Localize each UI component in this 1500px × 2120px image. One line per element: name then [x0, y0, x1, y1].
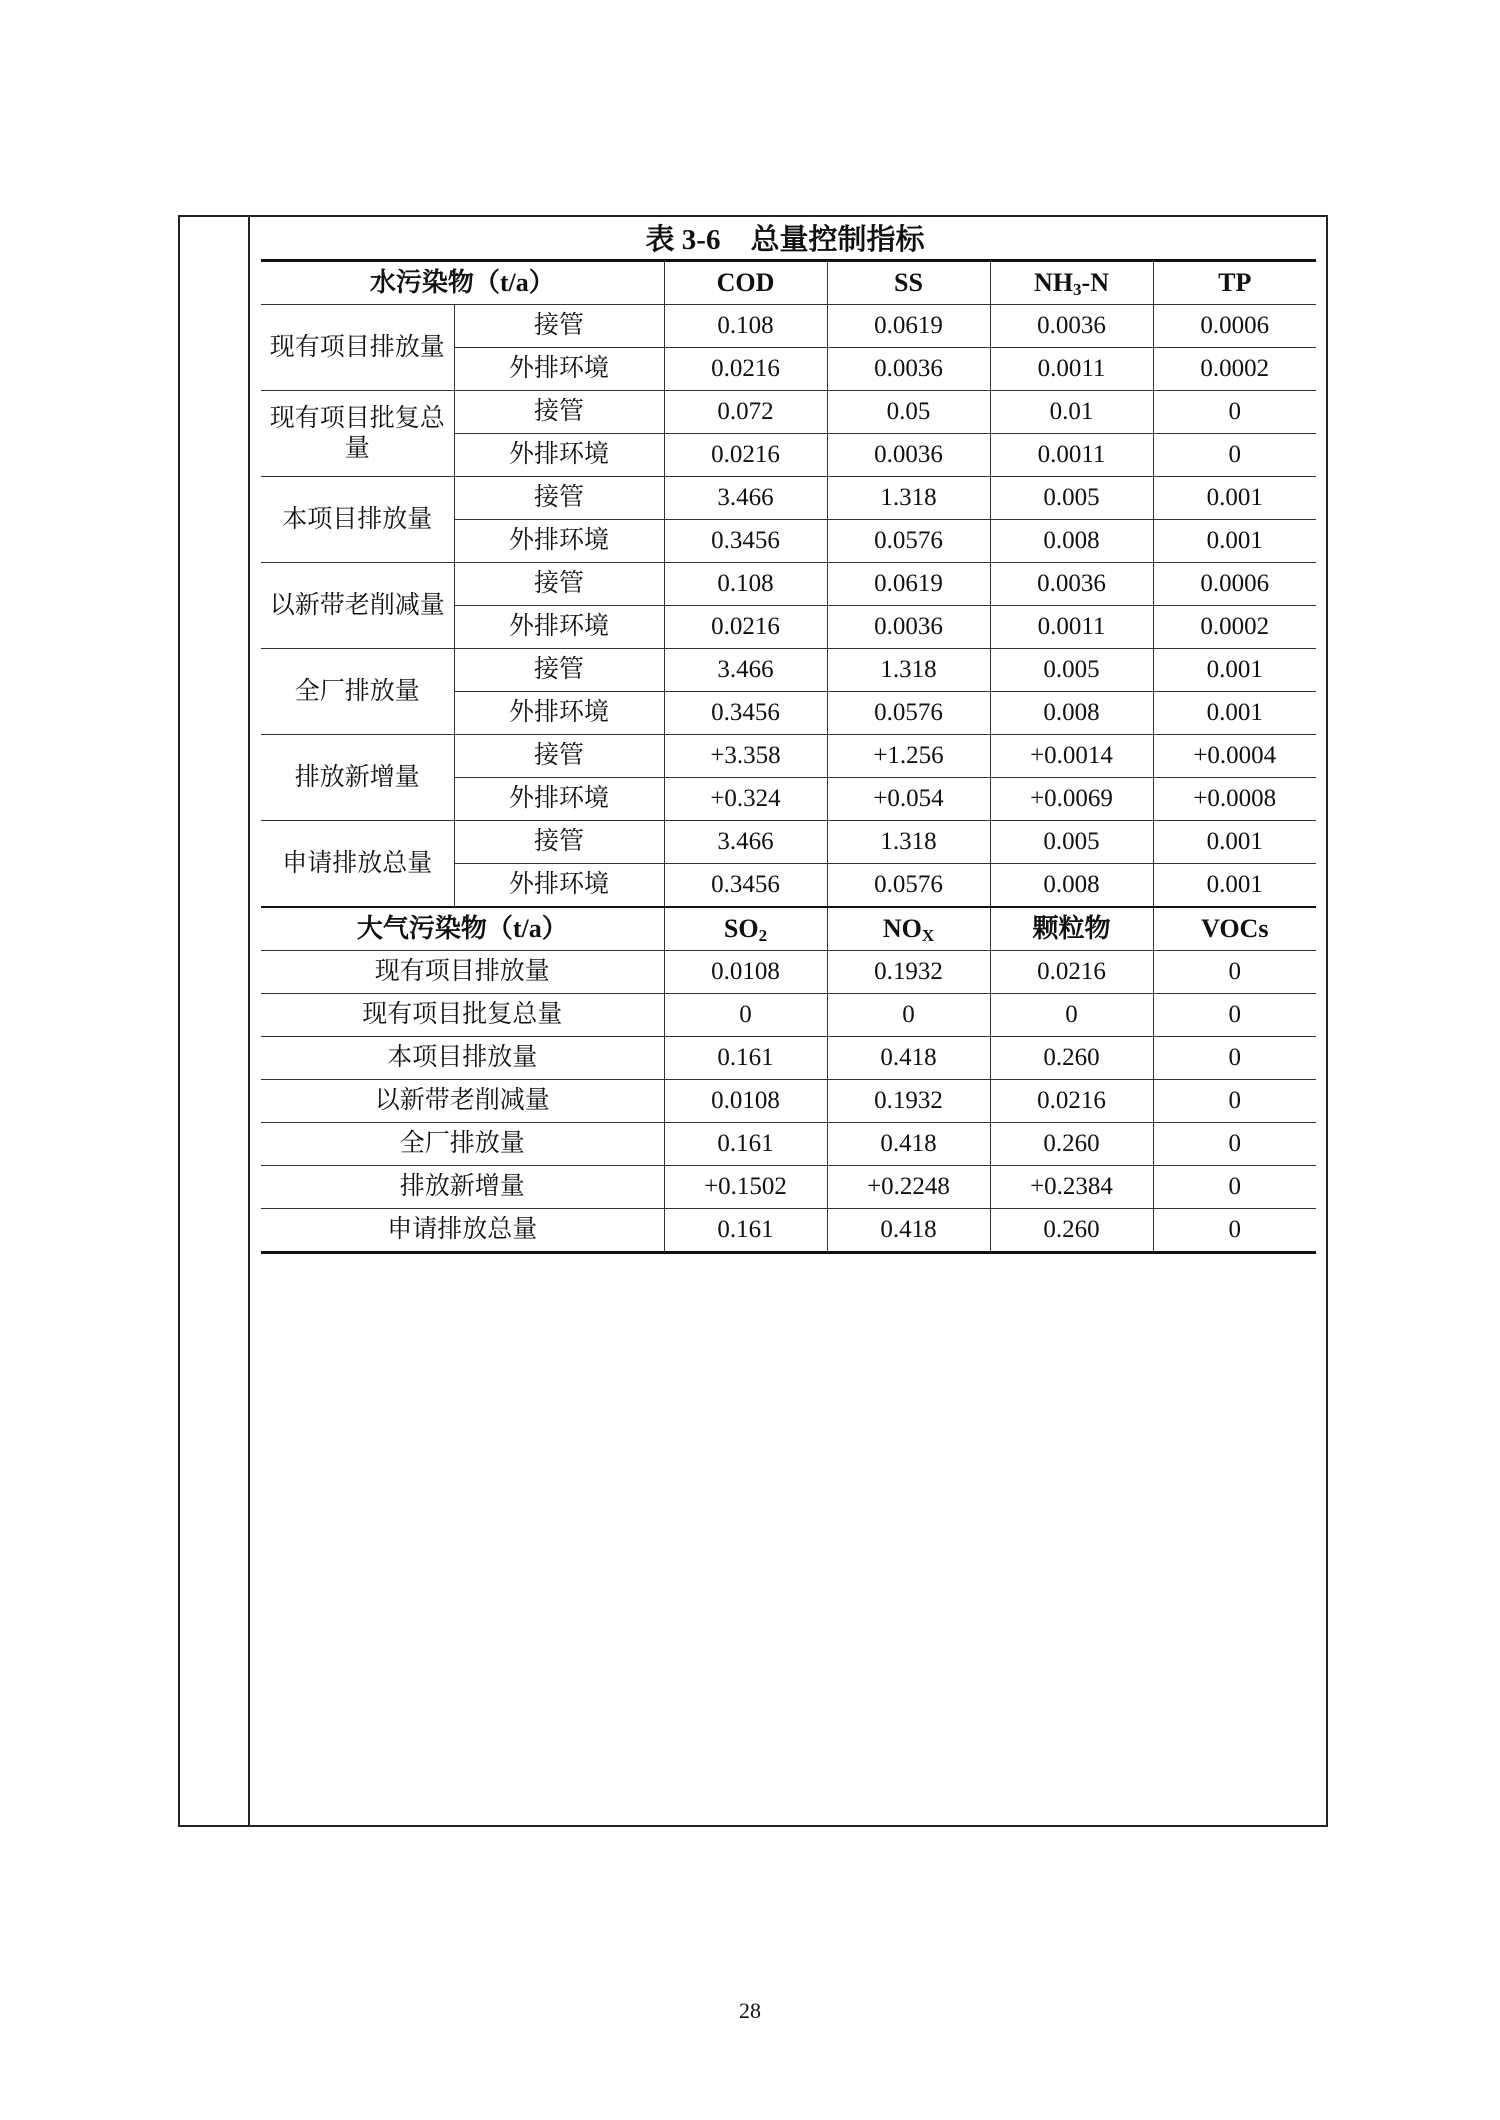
col-nh3n-sub: 3 [1073, 280, 1082, 299]
water-value-cell: 0.001 [1153, 520, 1316, 563]
water-value-cell: 0.3456 [664, 692, 827, 735]
col-tp: TP [1153, 261, 1316, 305]
col-particulates: 颗粒物 [990, 907, 1153, 951]
col-so2-sub: 2 [758, 926, 768, 945]
air-row-label: 现有项目排放量 [261, 951, 664, 994]
air-value-cell: +0.2248 [827, 1166, 990, 1209]
water-row [261, 563, 1316, 606]
air-row [261, 1166, 1316, 1209]
water-value-cell: +0.054 [827, 778, 990, 821]
water-value-cell: 0.001 [1153, 692, 1316, 735]
discharge-type: 接管 [454, 305, 664, 348]
col-nox [827, 907, 990, 951]
col-so2-base: SO [723, 914, 759, 943]
col-vocs: VOCs [1153, 907, 1316, 951]
water-value-cell: 1.318 [827, 821, 990, 864]
water-group-label: 以新带老削减量 [261, 563, 454, 649]
air-header-label: 大气污染物（t/a） [261, 907, 664, 951]
air-value-cell: 0.161 [664, 1209, 827, 1253]
frame-side-divider [248, 217, 250, 1825]
water-value-cell: 0.0036 [827, 606, 990, 649]
water-value-cell: 0.001 [1153, 821, 1316, 864]
air-value-cell: 0 [1153, 1123, 1316, 1166]
discharge-type: 外排环境 [454, 864, 664, 908]
water-row [261, 477, 1316, 520]
air-value-cell: 0.161 [664, 1123, 827, 1166]
water-value-cell: 0.001 [1153, 864, 1316, 908]
water-value-cell: 0.0036 [990, 305, 1153, 348]
col-nox-sub: X [921, 926, 935, 945]
water-value-cell: 3.466 [664, 649, 827, 692]
col-nox-base: NO [882, 914, 922, 943]
water-value-cell: 0.0576 [827, 864, 990, 908]
discharge-type: 外排环境 [454, 778, 664, 821]
water-value-cell: 0.008 [990, 692, 1153, 735]
air-value-cell: 0.1932 [827, 1080, 990, 1123]
air-value-cell: 0.0216 [990, 1080, 1153, 1123]
air-value-cell: +0.1502 [664, 1166, 827, 1209]
water-value-cell: 0.0619 [827, 563, 990, 606]
page-frame [178, 215, 1328, 1827]
air-value-cell: 0.418 [827, 1209, 990, 1253]
water-value-cell: 0.108 [664, 305, 827, 348]
discharge-type: 接管 [454, 563, 664, 606]
air-row [261, 1209, 1316, 1253]
water-row [261, 735, 1316, 778]
water-value-cell: +1.256 [827, 735, 990, 778]
water-value-cell: +0.0014 [990, 735, 1153, 778]
water-header-label: 水污染物（t/a） [261, 261, 664, 305]
water-group-label: 全厂排放量 [261, 649, 454, 735]
water-value-cell: 0.0036 [827, 434, 990, 477]
air-row-label: 排放新增量 [261, 1166, 664, 1209]
col-cod: COD [664, 261, 827, 305]
col-so2 [664, 907, 827, 951]
water-value-cell: 0.0011 [990, 606, 1153, 649]
air-row-label: 以新带老削减量 [261, 1080, 664, 1123]
emission-control-table [261, 259, 1316, 1254]
water-row [261, 391, 1316, 434]
air-value-cell: 0.1932 [827, 951, 990, 994]
water-value-cell: 0 [1153, 434, 1316, 477]
table-number: 表 3-6 [645, 224, 721, 256]
air-row [261, 1080, 1316, 1123]
air-value-cell: 0 [1153, 1166, 1316, 1209]
water-value-cell: +0.0069 [990, 778, 1153, 821]
water-value-cell: 0.0006 [1153, 563, 1316, 606]
discharge-type: 接管 [454, 477, 664, 520]
water-group-label: 现有项目批复总量 [261, 391, 454, 477]
water-value-cell: 0.0216 [664, 434, 827, 477]
discharge-type: 接管 [454, 391, 664, 434]
water-value-cell: 0.3456 [664, 520, 827, 563]
water-group-label: 本项目排放量 [261, 477, 454, 563]
water-value-cell: 0.0576 [827, 520, 990, 563]
water-value-cell: 0.3456 [664, 864, 827, 908]
air-value-cell: 0.418 [827, 1037, 990, 1080]
water-value-cell: 3.466 [664, 821, 827, 864]
water-value-cell: 0.0036 [827, 348, 990, 391]
air-value-cell: 0.418 [827, 1123, 990, 1166]
discharge-type: 接管 [454, 649, 664, 692]
water-value-cell: +0.324 [664, 778, 827, 821]
air-value-cell: 0.0108 [664, 1080, 827, 1123]
air-value-cell: 0.0108 [664, 951, 827, 994]
water-value-cell: 1.318 [827, 477, 990, 520]
water-value-cell: 1.318 [827, 649, 990, 692]
water-value-cell: 0.072 [664, 391, 827, 434]
air-row [261, 1123, 1316, 1166]
water-value-cell: 0.0011 [990, 434, 1153, 477]
table-title [260, 221, 1310, 259]
water-value-cell: +0.0004 [1153, 735, 1316, 778]
water-value-cell: +3.358 [664, 735, 827, 778]
air-value-cell: +0.2384 [990, 1166, 1153, 1209]
air-value-cell: 0.0216 [990, 951, 1153, 994]
air-value-cell: 0 [664, 994, 827, 1037]
discharge-type: 外排环境 [454, 348, 664, 391]
water-value-cell: 0.0216 [664, 606, 827, 649]
air-value-cell: 0 [990, 994, 1153, 1037]
water-value-cell: 0.008 [990, 520, 1153, 563]
water-group-label: 申请排放总量 [261, 821, 454, 908]
water-row [261, 649, 1316, 692]
water-value-cell: 0.0619 [827, 305, 990, 348]
table-caption: 总量控制指标 [750, 224, 925, 256]
water-value-cell: 0.05 [827, 391, 990, 434]
water-value-cell: +0.0008 [1153, 778, 1316, 821]
water-value-cell: 3.466 [664, 477, 827, 520]
water-row [261, 821, 1316, 864]
discharge-type: 外排环境 [454, 520, 664, 563]
air-row [261, 1037, 1316, 1080]
air-value-cell: 0.260 [990, 1123, 1153, 1166]
water-group-label: 现有项目排放量 [261, 305, 454, 391]
air-value-cell: 0 [1153, 994, 1316, 1037]
air-row-label: 本项目排放量 [261, 1037, 664, 1080]
air-value-cell: 0.161 [664, 1037, 827, 1080]
air-value-cell: 0 [1153, 1037, 1316, 1080]
discharge-type: 外排环境 [454, 692, 664, 735]
water-value-cell: 0.0002 [1153, 348, 1316, 391]
water-value-cell: 0.001 [1153, 477, 1316, 520]
table-body [261, 261, 1316, 1253]
discharge-type: 接管 [454, 821, 664, 864]
water-group-label: 排放新增量 [261, 735, 454, 821]
col-nh3n-suffix: -N [1081, 268, 1109, 297]
col-ss: SS [827, 261, 990, 305]
water-value-cell: 0.001 [1153, 649, 1316, 692]
air-header-row [261, 907, 1316, 951]
air-value-cell: 0 [1153, 1209, 1316, 1253]
air-row [261, 994, 1316, 1037]
water-value-cell: 0.0006 [1153, 305, 1316, 348]
water-value-cell: 0.0216 [664, 348, 827, 391]
col-nh3n-base: NH [1034, 268, 1074, 297]
water-value-cell: 0 [1153, 391, 1316, 434]
air-value-cell: 0.260 [990, 1209, 1153, 1253]
water-value-cell: 0.01 [990, 391, 1153, 434]
water-value-cell: 0.005 [990, 649, 1153, 692]
air-value-cell: 0 [1153, 1080, 1316, 1123]
air-row-label: 现有项目批复总量 [261, 994, 664, 1037]
water-value-cell: 0.005 [990, 477, 1153, 520]
air-value-cell: 0 [827, 994, 990, 1037]
air-value-cell: 0.260 [990, 1037, 1153, 1080]
air-row [261, 951, 1316, 994]
water-row [261, 305, 1316, 348]
discharge-type: 接管 [454, 735, 664, 778]
water-value-cell: 0.0011 [990, 348, 1153, 391]
water-value-cell: 0.0576 [827, 692, 990, 735]
discharge-type: 外排环境 [454, 434, 664, 477]
water-value-cell: 0.0036 [990, 563, 1153, 606]
water-value-cell: 0.005 [990, 821, 1153, 864]
water-header-row [261, 261, 1316, 305]
col-nh3n [990, 261, 1153, 305]
air-row-label: 申请排放总量 [261, 1209, 664, 1253]
air-value-cell: 0 [1153, 951, 1316, 994]
water-value-cell: 0.0002 [1153, 606, 1316, 649]
water-value-cell: 0.008 [990, 864, 1153, 908]
page-number: 28 [739, 1998, 761, 2023]
air-row-label: 全厂排放量 [261, 1123, 664, 1166]
discharge-type: 外排环境 [454, 606, 664, 649]
water-value-cell: 0.108 [664, 563, 827, 606]
